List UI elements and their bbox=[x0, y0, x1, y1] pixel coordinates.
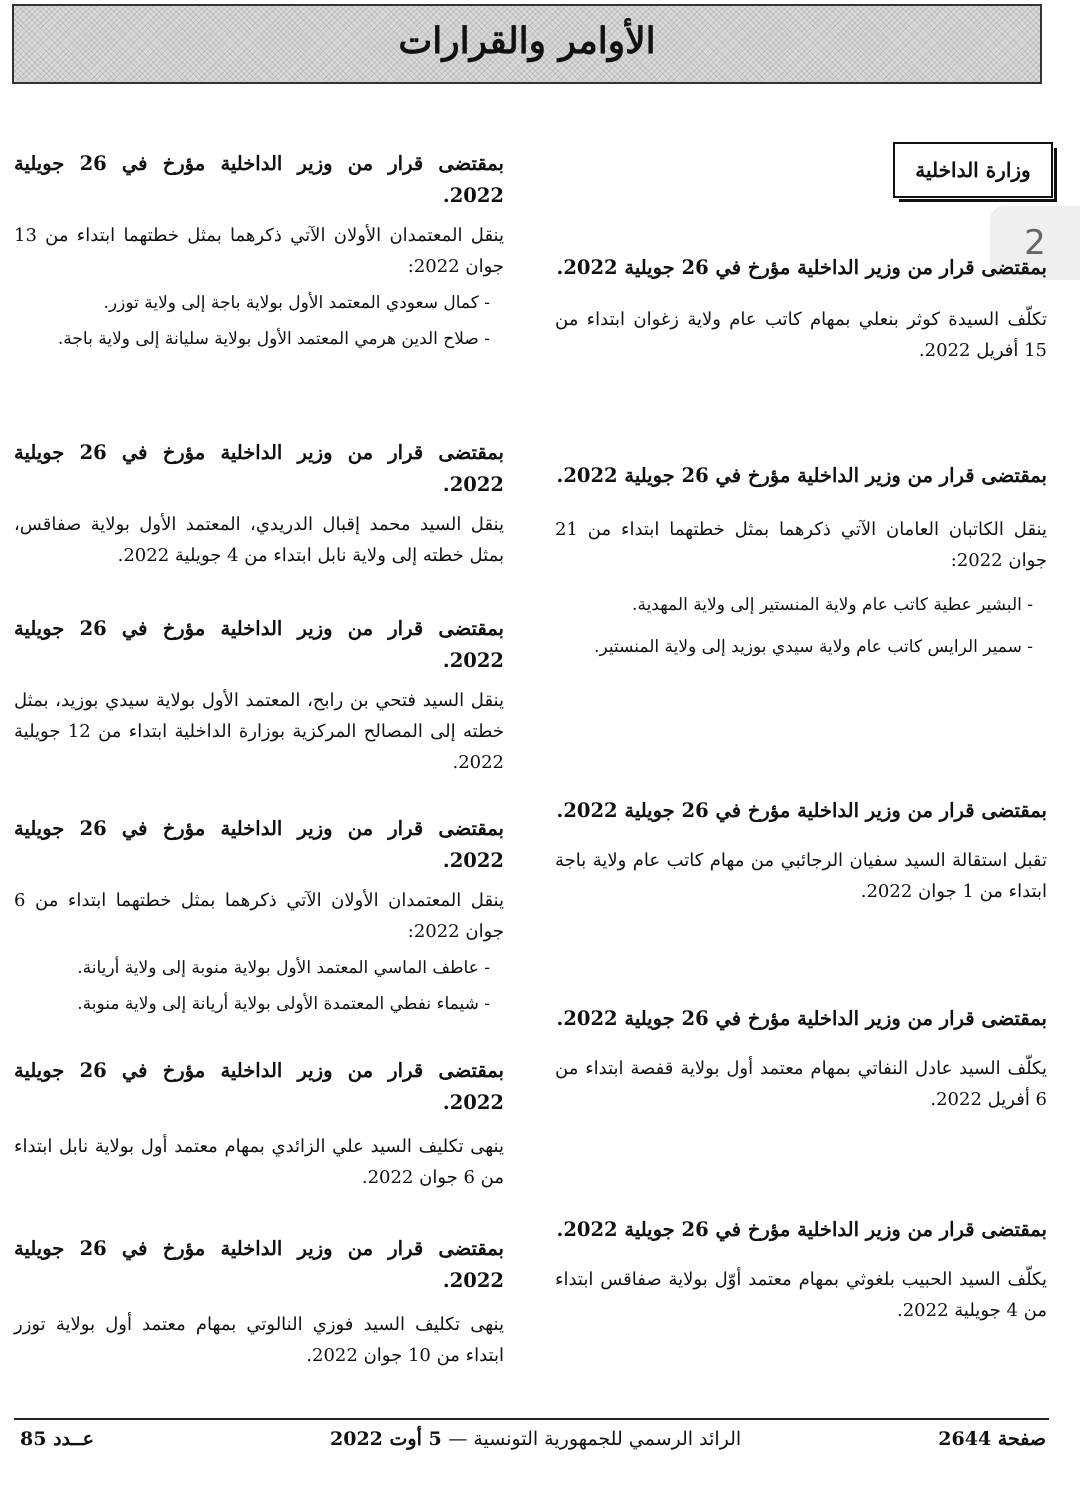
section-title: الأوامر والقرارات bbox=[398, 20, 656, 62]
section-banner bbox=[12, 4, 1042, 84]
decree-list-item: - البشير عطية كاتب عام ولاية المنستير إلى ولاية المهدية. bbox=[632, 595, 1033, 615]
decree-list-item: - كمال سعودي المعتمد الأول بولاية باجة إلى ولاية توزر. bbox=[103, 293, 490, 313]
page-badge: 2 bbox=[990, 206, 1080, 280]
decree-list-item: - عاطف الماسي المعتمد الأول بولاية منوبة إلى ولاية أريانة. bbox=[77, 958, 490, 978]
decree-left-2 bbox=[14, 437, 504, 571]
decree-left-3 bbox=[14, 613, 504, 778]
decree-left-4 bbox=[14, 813, 504, 1019]
footer-page-number: صفحة 2644 bbox=[938, 1428, 1046, 1450]
footer-journal-name: الرائد الرسمي للجمهورية التونسية — bbox=[448, 1428, 742, 1450]
decree-body: ينقل المعتمدان الأولان الآتي ذكرهما بمثل خطتهما ابتداء من 6 جوان 2022: bbox=[14, 890, 504, 942]
decree-body: تقبل استقالة السيد سفيان الرجائبي من مهام كاتب عام ولاية باجة ابتداء من 1 جوان 2022. bbox=[555, 850, 1047, 902]
decree-list-item: - شيماء نفطي المعتمدة الأولى بولاية أريانة إلى ولاية منوبة. bbox=[77, 994, 490, 1014]
decree-right-5 bbox=[555, 1214, 1047, 1326]
decree-body: ينقل السيد فتحي بن رابح، المعتمد الأول بولاية سيدي بوزيد، بمثل خطته إلى المصالح المركزية بوزارة الداخلية ابتداء من 12 جويلية 2022. bbox=[14, 690, 504, 773]
decree-heading: بمقتضى قرار من وزير الداخلية مؤرخ في 26 جويلية 2022. bbox=[556, 1218, 1047, 1241]
decree-list-item: - سمير الرايس كاتب عام ولاية سيدي بوزيد إلى ولاية المنستير. bbox=[594, 637, 1033, 657]
decree-heading: بمقتضى قرار من وزير الداخلية مؤرخ في 26 جويلية 2022. bbox=[556, 799, 1047, 822]
decree-heading: بمقتضى قرار من وزير الداخلية مؤرخ في 26 جويلية 2022. bbox=[14, 617, 504, 672]
decree-right-1 bbox=[555, 252, 1047, 366]
decree-body: يكلّف السيد الحبيب بلغوثي بمهام معتمد أوّل بولاية صفاقس ابتداء من 4 جويلية 2022. bbox=[555, 1269, 1047, 1321]
decree-body: ينقل الكاتبان العامان الآتي ذكرهما بمثل خطتهما ابتداء من 21 جوان 2022: bbox=[555, 519, 1047, 571]
footer-divider bbox=[14, 1418, 1049, 1420]
ministry-box: وزارة الداخلية bbox=[893, 142, 1053, 198]
decree-body: ينقل السيد محمد إقبال الدريدي، المعتمد الأول بولاية صفاقس، بمثل خطته إلى ولاية نابل ابتداء من 4 جويلية 2022. bbox=[14, 514, 504, 566]
decree-heading: بمقتضى قرار من وزير الداخلية مؤرخ في 26 جويلية 2022. bbox=[14, 152, 504, 207]
decree-list-item: - صلاح الدين هرمي المعتمد الأول بولاية سليانة إلى ولاية باجة. bbox=[57, 329, 490, 349]
decree-body: ينقل المعتمدان الأولان الآتي ذكرهما بمثل خطتهما ابتداء من 13 جوان 2022: bbox=[14, 225, 504, 277]
decree-right-3 bbox=[555, 795, 1047, 907]
decree-heading: بمقتضى قرار من وزير الداخلية مؤرخ في 26 جويلية 2022. bbox=[556, 256, 1047, 279]
footer-issue: عــدد 85 bbox=[20, 1428, 94, 1450]
decree-left-1 bbox=[14, 148, 504, 354]
decree-body: ينهى تكليف السيد علي الزائدي بمهام معتمد أول بولاية نابل ابتداء من 6 جوان 2022. bbox=[14, 1136, 504, 1188]
decree-body: تكلّف السيدة كوثر بنعلي بمهام كاتب عام ولاية زغوان ابتداء من 15 أفريل 2022. bbox=[555, 309, 1047, 361]
decree-heading: بمقتضى قرار من وزير الداخلية مؤرخ في 26 جويلية 2022. bbox=[14, 1237, 504, 1292]
decree-heading: بمقتضى قرار من وزير الداخلية مؤرخ في 26 جويلية 2022. bbox=[14, 1059, 504, 1114]
decree-heading: بمقتضى قرار من وزير الداخلية مؤرخ في 26 جويلية 2022. bbox=[14, 817, 504, 872]
decree-right-4 bbox=[555, 1003, 1047, 1115]
decree-heading: بمقتضى قرار من وزير الداخلية مؤرخ في 26 جويلية 2022. bbox=[556, 1007, 1047, 1030]
decree-heading: بمقتضى قرار من وزير الداخلية مؤرخ في 26 جويلية 2022. bbox=[556, 464, 1047, 487]
decree-left-6 bbox=[14, 1233, 504, 1371]
decree-body: يكلّف السيد عادل النفاتي بمهام معتمد أول بولاية قفصة ابتداء من 6 أفريل 2022. bbox=[555, 1058, 1047, 1110]
decree-right-2 bbox=[555, 460, 1047, 662]
footer-date: 5 أوت 2022 bbox=[330, 1428, 442, 1450]
decree-left-5 bbox=[14, 1055, 504, 1193]
footer-journal bbox=[330, 1428, 741, 1450]
decree-body: ينهى تكليف السيد فوزي النالوتي بمهام معتمد أول بولاية توزر ابتداء من 10 جوان 2022. bbox=[14, 1314, 504, 1366]
decree-heading: بمقتضى قرار من وزير الداخلية مؤرخ في 26 جويلية 2022. bbox=[14, 441, 504, 496]
